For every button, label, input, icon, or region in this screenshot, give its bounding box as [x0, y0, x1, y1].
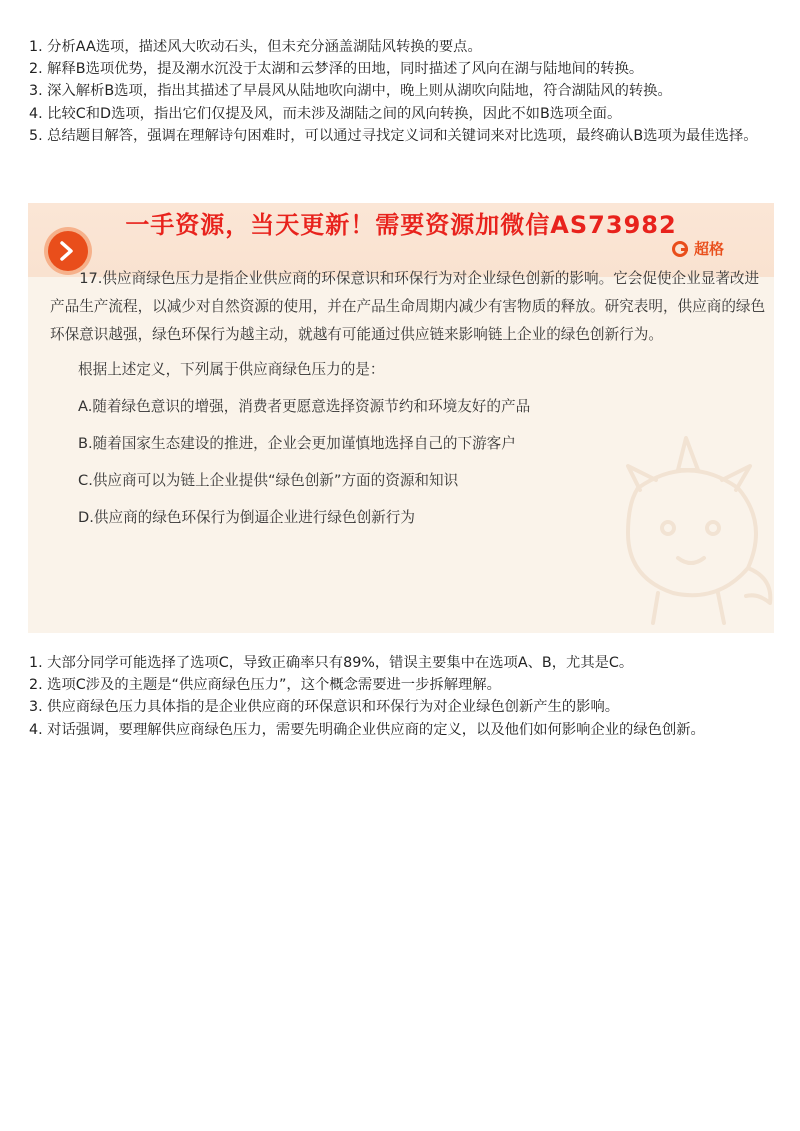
- top-note-3: 3. 深入解析B选项，指出其描述了早晨风从陆地吹向湖中，晚上则从湖吹向陆地，符合湖陆风的转换。: [29, 83, 672, 100]
- bottom-notes: [29, 652, 781, 741]
- option-c: C.供应商可以为链上企业提供“绿色创新”方面的资源和知识: [78, 472, 459, 489]
- question-block: [50, 265, 766, 532]
- question-screenshot: [28, 203, 774, 633]
- top-note-5: 5. 总结题目解答，强调在理解诗句困难时，可以通过寻找定义词和关键词来对比选项，最终确认B选项为最佳选择。: [29, 127, 758, 144]
- option-b: B.随着国家生态建设的推进，企业会更加谨慎地选择自己的下游客户: [78, 435, 516, 452]
- bottom-note-2: 2. 选项C涉及的主题是“供应商绿色压力”，这个概念需要进一步拆解理解。: [29, 677, 501, 694]
- top-note-2: 2. 解释B选项优势，提及潮水沉没于太湖和云梦泽的田地，同时描述了风向在湖与陆地间的转换。: [29, 61, 644, 78]
- promo-banner: 一手资源，当天更新！需要资源加微信AS73982: [125, 211, 677, 239]
- top-note-4: 4. 比较C和D选项，指出它们仅提及风，而未涉及湖陆之间的风向转换，因此不如B选项全面。: [29, 105, 622, 122]
- bottom-note-3: 3. 供应商绿色压力具体指的是企业供应商的环保意识和环保行为对企业绿色创新产生的影响。: [29, 699, 620, 716]
- brand-g-icon: [672, 241, 688, 257]
- brand-name: 超格: [693, 240, 724, 258]
- top-notes: [29, 36, 781, 147]
- question-stem: 17.供应商绿色压力是指企业供应商的环保意识和环保行为对企业绿色创新的影响。它会促使企业显著改进产品生产流程，以减少对自然资源的使用，并在产品生命周期内减少有害物质的释放。研究表明，供应商的绿色环保意识越强，绿色环保行为越主动，就越有可能通过供应链来影响链上企业的绿色创新行为。: [50, 270, 766, 343]
- bottom-note-4: 4. 对话强调，要理解供应商绿色压力，需要先明确企业供应商的定义，以及他们如何影响企业的绿色创新。: [29, 721, 705, 738]
- option-d: D.供应商的绿色环保行为倒逼企业进行绿色创新行为: [78, 509, 415, 526]
- bottom-note-1: 1. 大部分同学可能选择了选项C，导致正确率只有89%，错误主要集中在选项A、B，尤其是C。: [29, 655, 634, 671]
- question-prompt: 根据上述定义，下列属于供应商绿色压力的是：: [78, 361, 385, 378]
- brand-logo: [672, 238, 724, 259]
- top-note-1: 1. 分析AA选项，描述风大吹动石头，但未充分涵盖湖陆风转换的要点。: [29, 39, 482, 55]
- option-a: A.随着绿色意识的增强，消费者更愿意选择资源节约和环境友好的产品: [78, 398, 531, 415]
